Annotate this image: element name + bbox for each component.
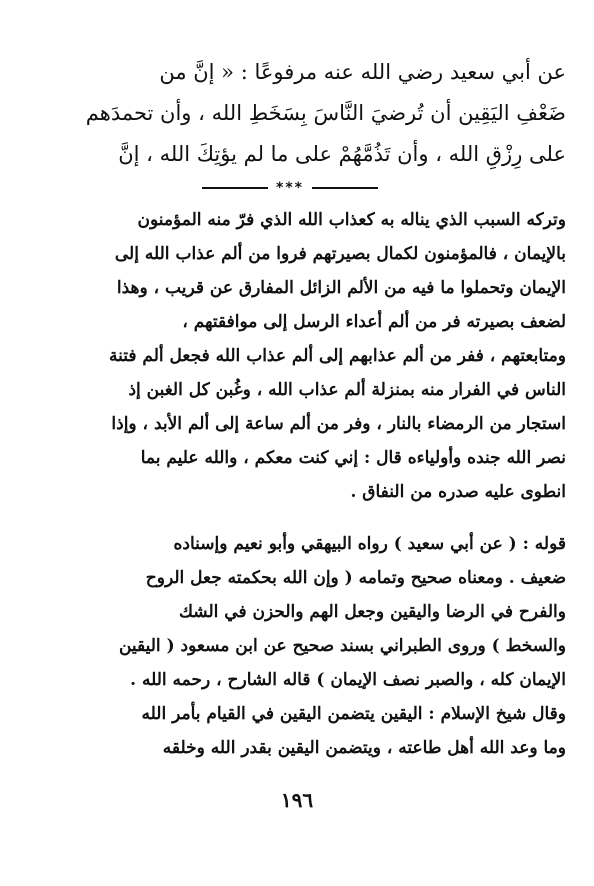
divider-stars: *** bbox=[276, 180, 304, 196]
hadith-line: عن أبي سعيد رضي الله عنه مرفوعًا : « إنَّ من bbox=[159, 60, 566, 84]
explanation-line: الإيمان كله ، والصبر نصف الإيمان ) قاله الشارح ، رحمه الله . bbox=[130, 670, 566, 690]
section-divider bbox=[185, 178, 395, 198]
explanation-line: والفرح في الرضا واليقين وجعل الهم والحزن في الشك bbox=[178, 602, 566, 622]
page-number: ١٩٦ bbox=[280, 788, 314, 812]
hadith-line: ضَعْفِ اليَقِين أن تُرضيَ النَّاسَ بِسَخَطِ الله ، وأن تحمدَهم bbox=[85, 101, 566, 125]
divider-rule bbox=[312, 187, 378, 189]
explanation-line: وقال شيخ الإسلام : اليقين يتضمن اليقين في القيام بأمر الله bbox=[141, 704, 566, 724]
commentary-paragraph bbox=[36, 203, 566, 509]
explanation-line: ضعيف . ومعناه صحيح وتمامه ( وإن الله بحكمته جعل الروح bbox=[145, 568, 566, 588]
explanation-line: والسخط ) وروى الطبراني بسند صحيح عن ابن مسعود ( اليقين bbox=[118, 636, 566, 656]
explanation-paragraph bbox=[36, 527, 566, 765]
hadith-text bbox=[36, 52, 566, 175]
commentary-line: وتركه السبب الذي يناله به كعذاب الله الذي فرّ منه المؤمنون bbox=[137, 210, 566, 230]
explanation-line: قوله : ( عن أبي سعيد ) رواه البيهقي وأبو نعيم وإسناده bbox=[173, 534, 566, 554]
commentary-line: ومتابعتهم ، ففر من ألم عذابهم إلى ألم عذاب الله فجعل ألم فتنة bbox=[108, 346, 566, 366]
commentary-line: استجار من الرمضاء بالنار ، وفر من ألم ساعة إلى ألم الأبد ، وإذا bbox=[111, 414, 566, 434]
commentary-line: نصر الله جنده وأولياءه قال : إني كنت معكم ، والله عليم بما bbox=[140, 448, 566, 468]
commentary-line: لضعف بصيرته فر من ألم أعداء الرسل إلى موافقتهم ، bbox=[182, 312, 566, 332]
commentary-line: انطوى عليه صدره من النفاق . bbox=[350, 482, 566, 502]
commentary-line: بالإيمان ، فالمؤمنون لكمال بصيرتهم فروا من ألم عذاب الله إلى bbox=[114, 244, 566, 264]
explanation-line: وما وعد الله أهل طاعته ، ويتضمن اليقين بقدر الله وخلقه bbox=[162, 738, 566, 758]
commentary-line: الناس في الفرار منه بمنزلة ألم عذاب الله ، وغُبن كل الغبن إذ bbox=[128, 380, 566, 400]
commentary-line: الإيمان وتحملوا ما فيه من الألم الزائل المفارق عن قريب ، وهذا bbox=[116, 278, 566, 298]
hadith-line: على رِزْقِ الله ، وأن تَذُمَّهُمْ على ما لم يؤتِكَ الله ، إنَّ bbox=[118, 142, 566, 166]
divider-rule bbox=[202, 187, 268, 189]
